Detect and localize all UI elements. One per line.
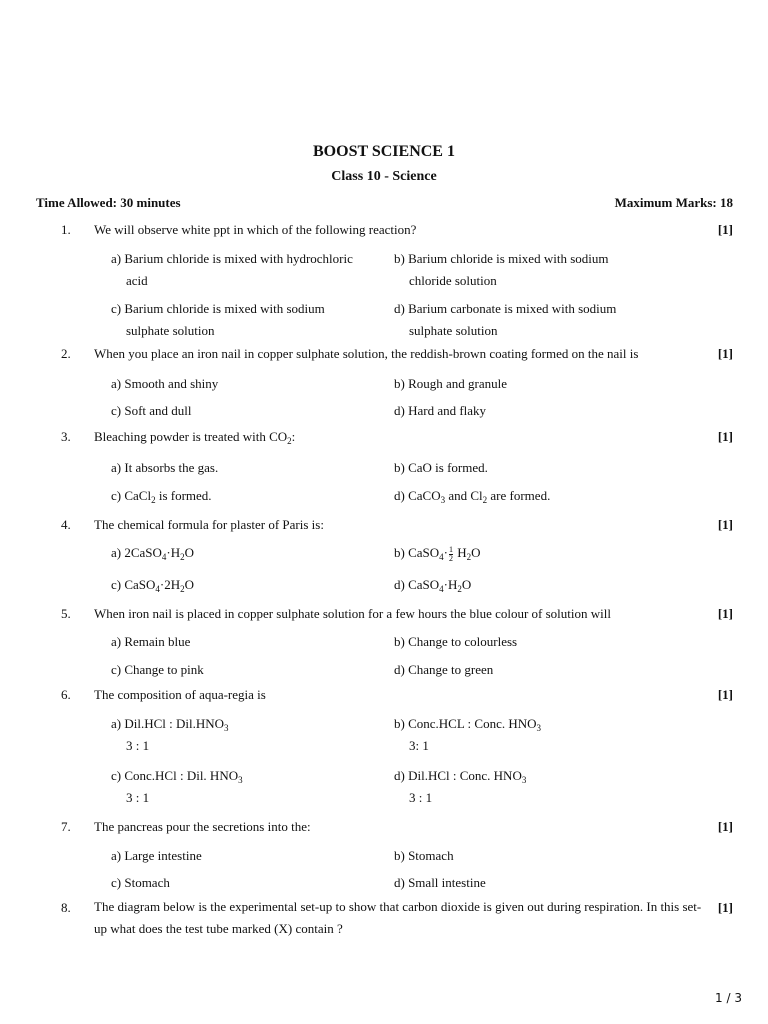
- question-marks: [1]: [717, 517, 733, 532]
- question-number: 5.: [61, 606, 71, 621]
- question-number: 8.: [61, 900, 71, 915]
- option-a: a) Large intestine: [111, 848, 202, 863]
- question-number: 6.: [61, 687, 71, 702]
- option-b: b) Change to colourless: [394, 634, 518, 649]
- paper-subtitle: Class 10 - Science: [331, 169, 437, 184]
- question-text: When iron nail is placed in copper sulphate solution for a few hours the blue colour of solution will: [94, 606, 611, 621]
- question-number: 7.: [61, 819, 71, 834]
- question-marks: [1]: [717, 687, 733, 702]
- option-a: a) It absorbs the gas.: [111, 460, 219, 475]
- option-a: a) Dil.HCl : $Dil.HNO_3$ 3 : 1: [111, 716, 229, 753]
- question-marks: [1]: [717, 606, 733, 621]
- option-b: b) Barium chloride is mixed with sodium chloride solution: [394, 251, 609, 288]
- maximum-marks: Maximum Marks: 18: [614, 195, 733, 210]
- option-d: d) $CaSO_4\cdot H_2O$: [394, 577, 472, 594]
- option-a: a) Barium chloride is mixed with hydrochloric acid: [111, 251, 353, 288]
- option-b: b) Conc.HCL : Conc. $HNO_3$ 3: 1: [394, 716, 542, 753]
- option-d: d) Change to green: [394, 662, 494, 677]
- question-number: 3.: [61, 429, 71, 444]
- question-number: 4.: [61, 517, 71, 532]
- question-marks: [1]: [717, 222, 733, 237]
- question-text: When you place an iron nail in copper sulphate solution, the reddish-brown coating formed on the nail is: [94, 346, 639, 361]
- question-text: We will observe white ppt in which of the following reaction?: [94, 222, 417, 237]
- option-c: c) $CaSO_4\cdot 2H_2O$: [111, 577, 195, 594]
- question-text: The pancreas pour the secretions into the:: [94, 819, 311, 834]
- option-c: c) Change to pink: [111, 662, 204, 677]
- question-marks: [1]: [717, 900, 733, 915]
- option-b: b) CaSO$_4$· $\frac{1}{2}$ $H_2O$: [394, 544, 481, 563]
- option-a: a) Remain blue: [111, 634, 191, 649]
- question-number: 2.: [61, 346, 71, 361]
- fraction-half: $\frac{1}{2}$: [448, 544, 453, 563]
- paper-title: BOOST SCIENCE 1: [313, 143, 455, 160]
- option-d: d) CaCO$_3$ and $Cl_2$ are formed.: [394, 488, 551, 505]
- option-b: b) Stomach: [394, 848, 454, 863]
- option-b: b) CaO is formed.: [394, 460, 488, 475]
- option-a: a) Smooth and shiny: [111, 376, 219, 391]
- option-c: c) Barium chloride is mixed with sodium sulphate solution: [111, 301, 325, 338]
- time-allowed: Time Allowed: 30 minutes: [36, 195, 181, 210]
- option-c: c) Soft and dull: [111, 403, 192, 418]
- question-text: The composition of aqua-regia is: [94, 687, 266, 702]
- option-c: c) Conc.HCl : Dil. $HNO_3$ 3 : 1: [111, 768, 243, 805]
- option-d: d) Hard and flaky: [394, 403, 487, 418]
- question-marks: [1]: [717, 819, 733, 834]
- option-d: d) Dil.HCl : Conc. $HNO_3$ 3 : 1: [394, 768, 527, 805]
- option-d: d) Small intestine: [394, 875, 486, 890]
- question-text: The diagram below is the experimental set-up to show that carbon dioxide is given out during respiration. In this set-up what does the test tube marked (X) contain ?: [94, 899, 702, 936]
- question-number: 1.: [61, 222, 71, 237]
- option-d: d) Barium carbonate is mixed with sodium sulphate solution: [394, 301, 617, 338]
- question-text: The chemical formula for plaster of Paris is:: [94, 517, 324, 532]
- option-b: b) Rough and granule: [394, 376, 508, 391]
- page-number: 1 / 3: [715, 991, 742, 1005]
- question-text: Bleaching powder is treated with $CO_2$:: [94, 429, 296, 446]
- option-c: c) Stomach: [111, 875, 170, 890]
- option-c: c) CaCl$_2$ is formed.: [111, 488, 212, 505]
- question-marks: [1]: [717, 429, 733, 444]
- question-marks: [1]: [717, 346, 733, 361]
- option-a: a) $2CaSO_4\cdot H_2O$: [111, 545, 195, 562]
